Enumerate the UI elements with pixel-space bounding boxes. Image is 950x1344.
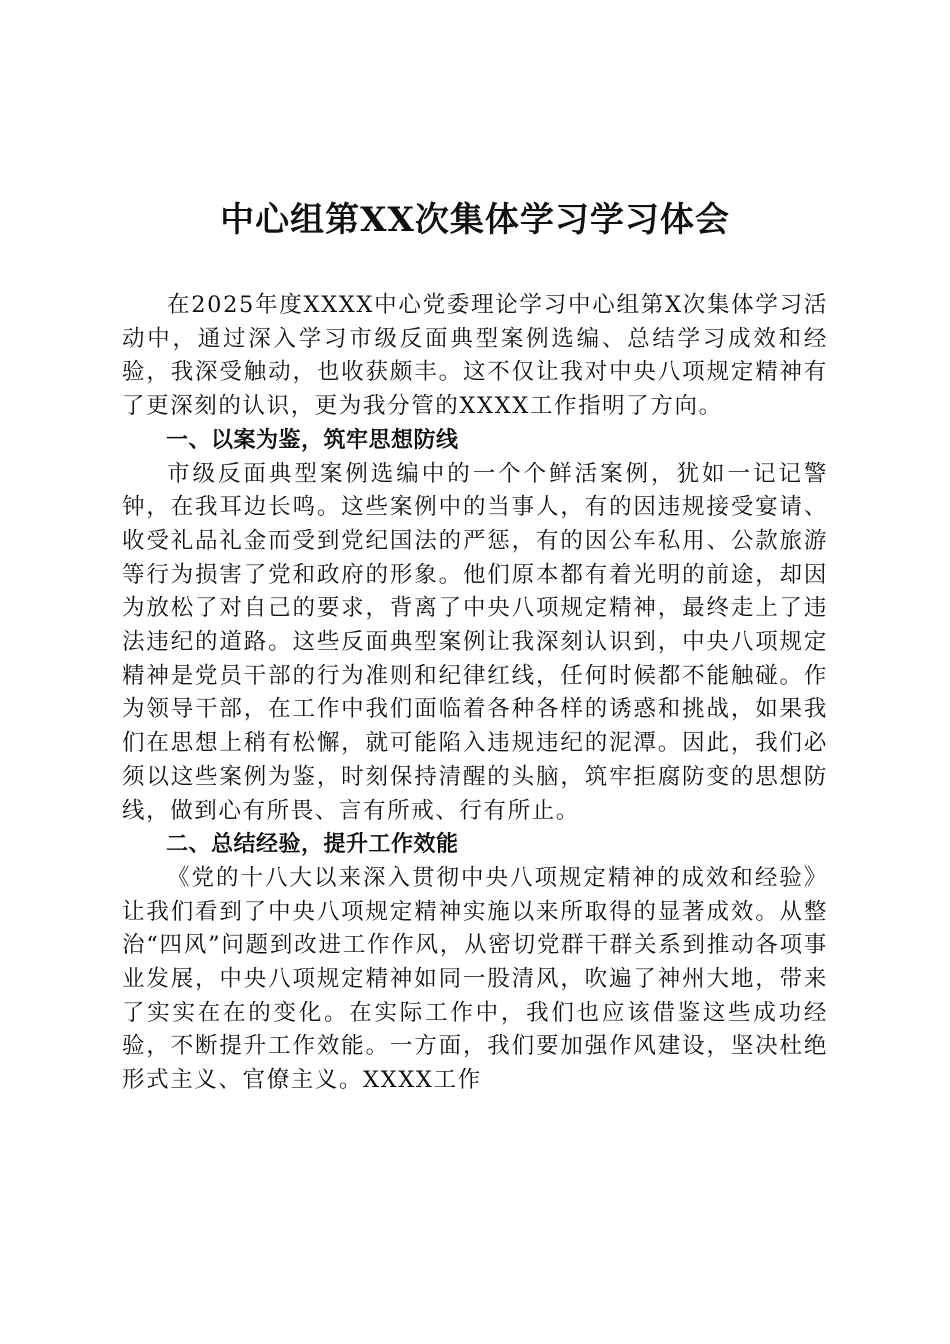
document-body: [122, 289, 828, 1098]
section-heading-2: 二、总结经验，提升工作效能: [166, 832, 459, 858]
document-title: 中心组第XX次集体学习学习体会: [220, 200, 730, 240]
section-heading-1: 一、以案为鉴，筑牢思想防线: [166, 427, 459, 453]
section-paragraph-1: 市级反面典型案例选编中的一个个鲜活案例，犹如一记记警钟，在我耳边长鸣。这些案例中的当事人，有的因违规接受宴请、收受礼品礼金而受到党纪国法的严惩，有的因公车私用、公款旅游等行为损害了党和政府的形象。他们原本都有着光明的前途，却因为放松了对自己的要求，背离了中央八项规定精神，最终走上了违法违纪的道路。这些反面典型案例让我深刻认识到，中央八项规定精神是党员干部的行为准则和纪律红线，任何时候都不能触碰。作为领导干部，在工作中我们面临着各种各样的诱惑和挑战，如果我们在思想上稍有松懈，就可能陷入违规违纪的泥潭。因此，我们必须以这些案例为鉴，时刻保持清醒的头脑，筑牢拒腐防变的思想防线，做到心有所畏、言有所戒、行有所止。: [122, 460, 828, 824]
section-paragraph-2: 《党的十八大以来深入贯彻中央八项规定精神的成效和经验》让我们看到了中央八项规定精神实施以来所取得的显著成效。从整治“四风”问题到改进工作作风，从密切党群干群关系到推动各项事业发展，中央八项规定精神如同一股清风，吹遍了神州大地，带来了实实在在的变化。在实际工作中，我们也应该借鉴这些成功经验，不断提升工作效能。一方面，我们要加强作风建设，坚决杜绝形式主义、官僚主义。XXXX工作: [122, 864, 828, 1094]
intro-paragraph: 在2025年度XXXX中心党委理论学习中心组第X次集体学习活动中，通过深入学习市级反面典型案例选编、总结学习成效和经验，我深受触动，也收获颇丰。这不仅让我对中央八项规定精神有了更深刻的认识，更为我分管的XXXX工作指明了方向。: [122, 292, 828, 420]
